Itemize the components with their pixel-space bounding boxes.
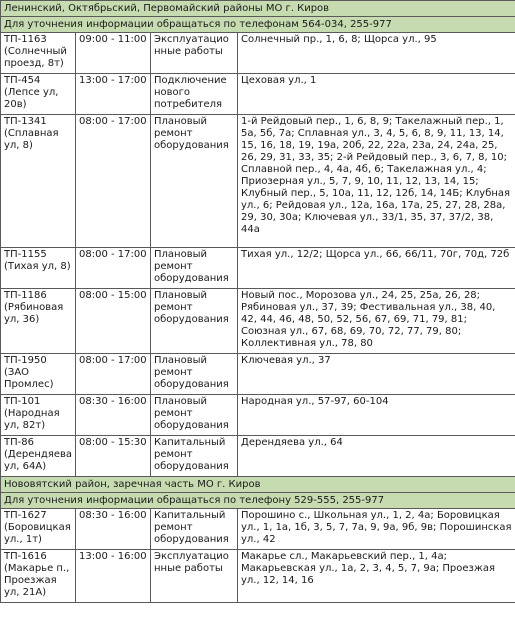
time-cell: 08:00 - 17:00 (76, 115, 151, 248)
contact-phones: Для уточнения информации обращаться по телефонам 564-034, 255-977 (1, 17, 515, 33)
substation-cell: ТП-1163 (Солнечный проезд, 8т) (1, 33, 76, 74)
addresses-cell: 1-й Рейдовый пер., 1, 6, 8, 9; Такелажный пер., 1, 5а, 5б, 7а; Сплавная ул., 3, 4, 5, 6, 8, 9, 11, 13, 14, 15, 16, 18, 19, 19а, 20б, 22, 22а, 23а, 24, 24а, 25, 26, 29, 31, 33, 35; 2-й Рейдовый пер., 3, 6, 7, 8, 10; Сплавной пер., 4, 4а, 4б, 6; Такелажная ул., 4; Приозерная ул., 5, 7, 9, 10, 11, 12, 13, 14, 15; Клубный пер., 5, 10а, 11, 12, 12б, 14, 14Б; Клубная ул., 6; Рейдовая ул., 12а, 16а, 17а, 25, 27, 28, 28а, 29, 30, 30а; Ключевая ул., 33/1, 35, 37, 37/2, 38, 44а (238, 115, 515, 248)
outage-table-body (1, 1, 515, 603)
district-header-row (1, 1, 515, 17)
table-row (1, 436, 515, 477)
work-type-cell: Эксплуатационные работы (151, 33, 238, 74)
district-title: Ленинский, Октябрьский, Первомайский районы МО г. Киров (1, 1, 515, 17)
addresses-cell: Макарье сл., Макарьевский пер., 1, 4а; Макарьевская ул., 1а, 2, 3, 4, 5, 7, 9а; Проезжая ул., 12, 14, 16 (238, 550, 515, 603)
table-row (1, 354, 515, 395)
contact-info-row (1, 17, 515, 33)
table-row (1, 509, 515, 550)
work-type-cell: Капитальный ремонт оборудования (151, 436, 238, 477)
work-type-cell: Плановый ремонт оборудования (151, 395, 238, 436)
time-cell: 08:30 - 16:00 (76, 395, 151, 436)
table-row (1, 550, 515, 603)
district-header-row (1, 477, 515, 493)
time-cell: 13:00 - 16:00 (76, 550, 151, 603)
addresses-cell: Порошино с., Школьная ул., 1, 2, 4а; Боровицкая ул., 1, 1а, 1б, 3, 5, 7, 7а, 9, 9а, 9б, 9в; Порошинская ул., 42 (238, 509, 515, 550)
substation-cell: ТП-101 (Народная ул, 82т) (1, 395, 76, 436)
work-type-cell: Подключение нового потребителя (151, 74, 238, 115)
contact-phones: Для уточнения информации обращаться по телефону 529-555, 255-977 (1, 493, 515, 509)
addresses-cell: Цеховая ул., 1 (238, 74, 515, 115)
substation-cell: ТП-86 (Дерендяева ул, 64А) (1, 436, 76, 477)
addresses-cell: Ключевая ул., 37 (238, 354, 515, 395)
table-row (1, 33, 515, 74)
addresses-cell: Народная ул., 57-97, 60-104 (238, 395, 515, 436)
substation-cell: ТП-454 (Лепсе ул, 20в) (1, 74, 76, 115)
table-row (1, 74, 515, 115)
addresses-cell: Солнечный пр., 1, 6, 8; Щорса ул., 95 (238, 33, 515, 74)
district-title: Нововятский район, заречная часть МО г. Киров (1, 477, 515, 493)
table-row (1, 115, 515, 248)
time-cell: 08:30 - 16:00 (76, 509, 151, 550)
work-type-cell: Плановый ремонт оборудования (151, 289, 238, 354)
substation-cell: ТП-1950 (ЗАО Промлес) (1, 354, 76, 395)
time-cell: 08:00 - 17:00 (76, 354, 151, 395)
substation-cell: ТП-1616 (Макарье п., Проезжая ул, 21А) (1, 550, 76, 603)
work-type-cell: Плановый ремонт оборудования (151, 248, 238, 289)
addresses-cell: Новый пос., Морозова ул., 24, 25, 25а, 26, 28; Рябиновая ул., 37, 39; Фестивальная ул., 38, 40, 42, 44, 46, 48, 50, 52, 56, 67, 69, 71, 79, 81; Союзная ул., 67, 68, 69, 70, 72, 77, 79, 80; Коллективная ул., 78, 80 (238, 289, 515, 354)
substation-cell: ТП-1627 (Боровицкая ул., 1т) (1, 509, 76, 550)
time-cell: 13:00 - 17:00 (76, 74, 151, 115)
time-cell: 08:00 - 15:00 (76, 289, 151, 354)
time-cell: 08:00 - 15:30 (76, 436, 151, 477)
table-row (1, 289, 515, 354)
contact-info-row (1, 493, 515, 509)
addresses-cell: Дерендяева ул., 64 (238, 436, 515, 477)
addresses-cell: Тихая ул., 12/2; Щорса ул., 66, 66/11, 70г, 70д, 72б (238, 248, 515, 289)
time-cell: 09:00 - 11:00 (76, 33, 151, 74)
table-row (1, 248, 515, 289)
work-type-cell: Плановый ремонт оборудования (151, 354, 238, 395)
time-cell: 08:00 - 17:00 (76, 248, 151, 289)
substation-cell: ТП-1155 (Тихая ул, 8) (1, 248, 76, 289)
substation-cell: ТП-1186 (Рябиновая ул, 36) (1, 289, 76, 354)
substation-cell: ТП-1341 (Сплавная ул, 8) (1, 115, 76, 248)
table-row (1, 395, 515, 436)
work-type-cell: Плановый ремонт оборудования (151, 115, 238, 248)
work-type-cell: Капитальный ремонт оборудования (151, 509, 238, 550)
work-type-cell: Эксплуатационные работы (151, 550, 238, 603)
